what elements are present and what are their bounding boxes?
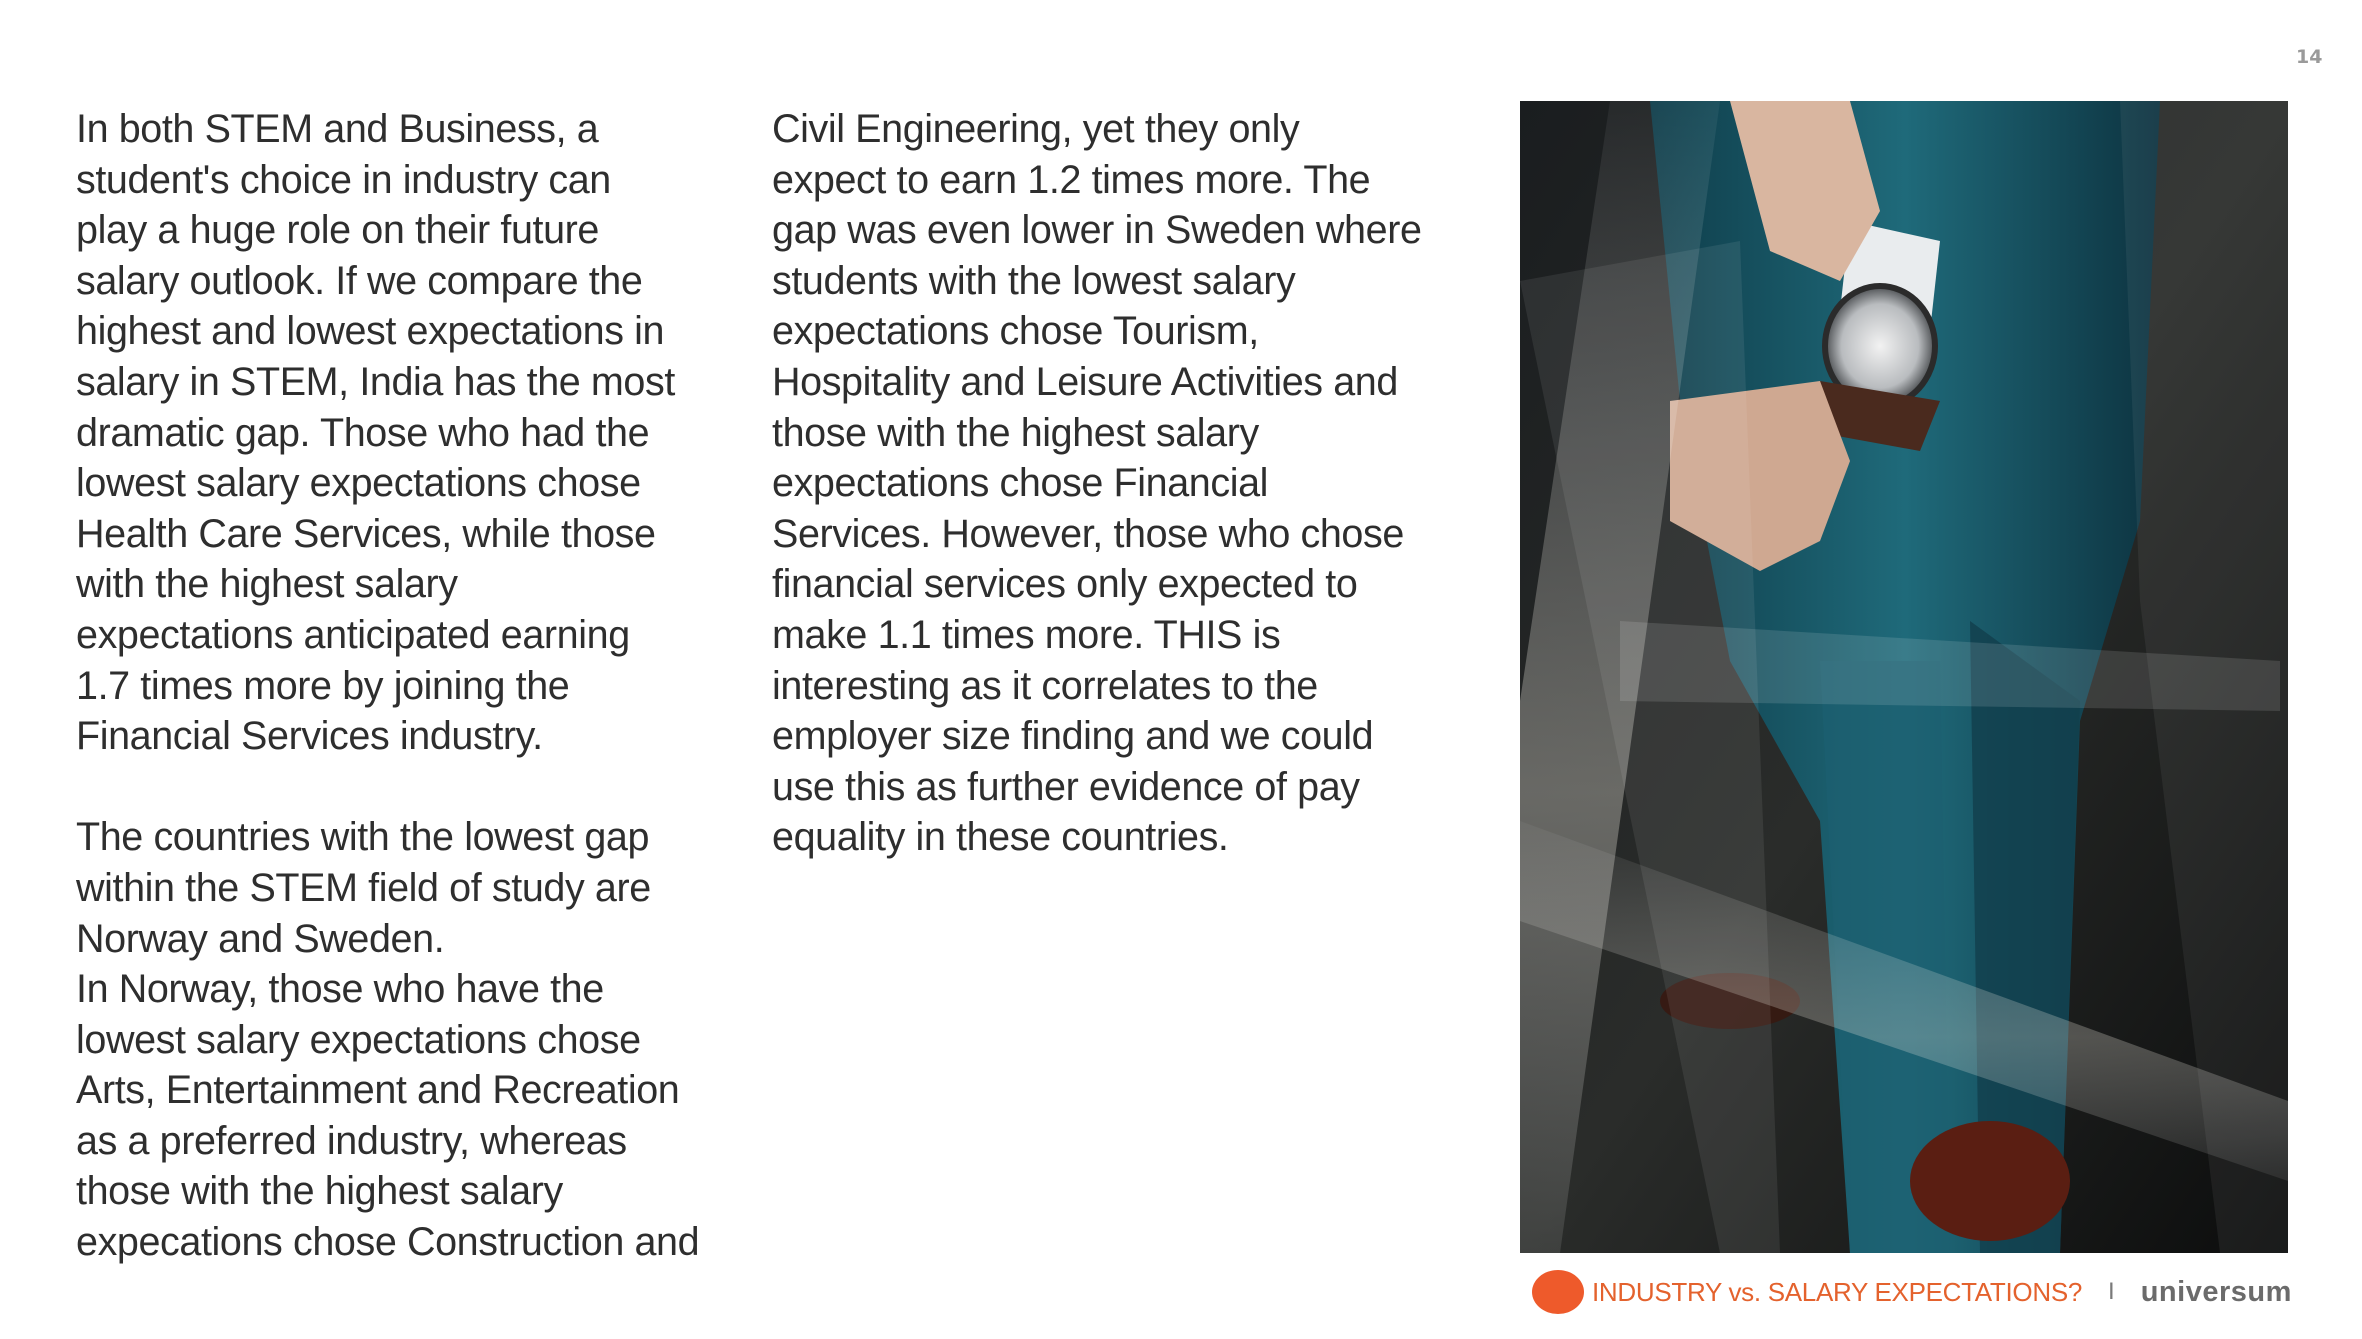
brand-logo: universum	[2140, 1275, 2292, 1308]
footer-separator: I	[2108, 1278, 2115, 1305]
left-text-column	[76, 104, 726, 1268]
norway-paragraph: In Norway, those who have the lowest salary expectations chose Arts, Entertainment and Recreation as a preferred industry, whereas those with the highest salary expecations chose Construction and	[76, 967, 700, 1265]
intro-paragraph: In both STEM and Business, a student's choice in industry can play a huge role on their future salary outlook. If we compare the highest and lowest expectations in salary in STEM, India has the most dramatic gap. Those who had the lowest salary expectations chose Health Care Services, while those with the highest salary expectations anticipated earning 1.7 times more by joining the Financial Services industry.	[76, 107, 675, 759]
footer-bar	[1532, 1268, 2292, 1316]
photo-illustration	[1520, 101, 2288, 1253]
businessman-watch-photo	[1520, 101, 2288, 1253]
page-number: 14	[2296, 46, 2323, 68]
orange-circle-icon	[1532, 1270, 1584, 1314]
continuation-paragraph: Civil Engineering, yet they only expect to earn 1.2 times more. The gap was even lower in Sweden where students with the lowest salary expectations chose Tourism, Hospitality and Leisure Activities and those with the highest salary expectations chose Financial Services. However, those who chose financial services only expected to make 1.1 times more. THIS is interesting as it correlates to the employer size finding and we could use this as further evidence of pay equality in these countries.	[772, 107, 1422, 860]
footer-title: INDUSTRY vs. SALARY EXPECTATIONS?	[1592, 1276, 2083, 1307]
right-text-column	[772, 104, 1452, 863]
lowest-gap-paragraph: The countries with the lowest gap within the STEM field of study are Norway and Sweden.	[76, 815, 651, 961]
